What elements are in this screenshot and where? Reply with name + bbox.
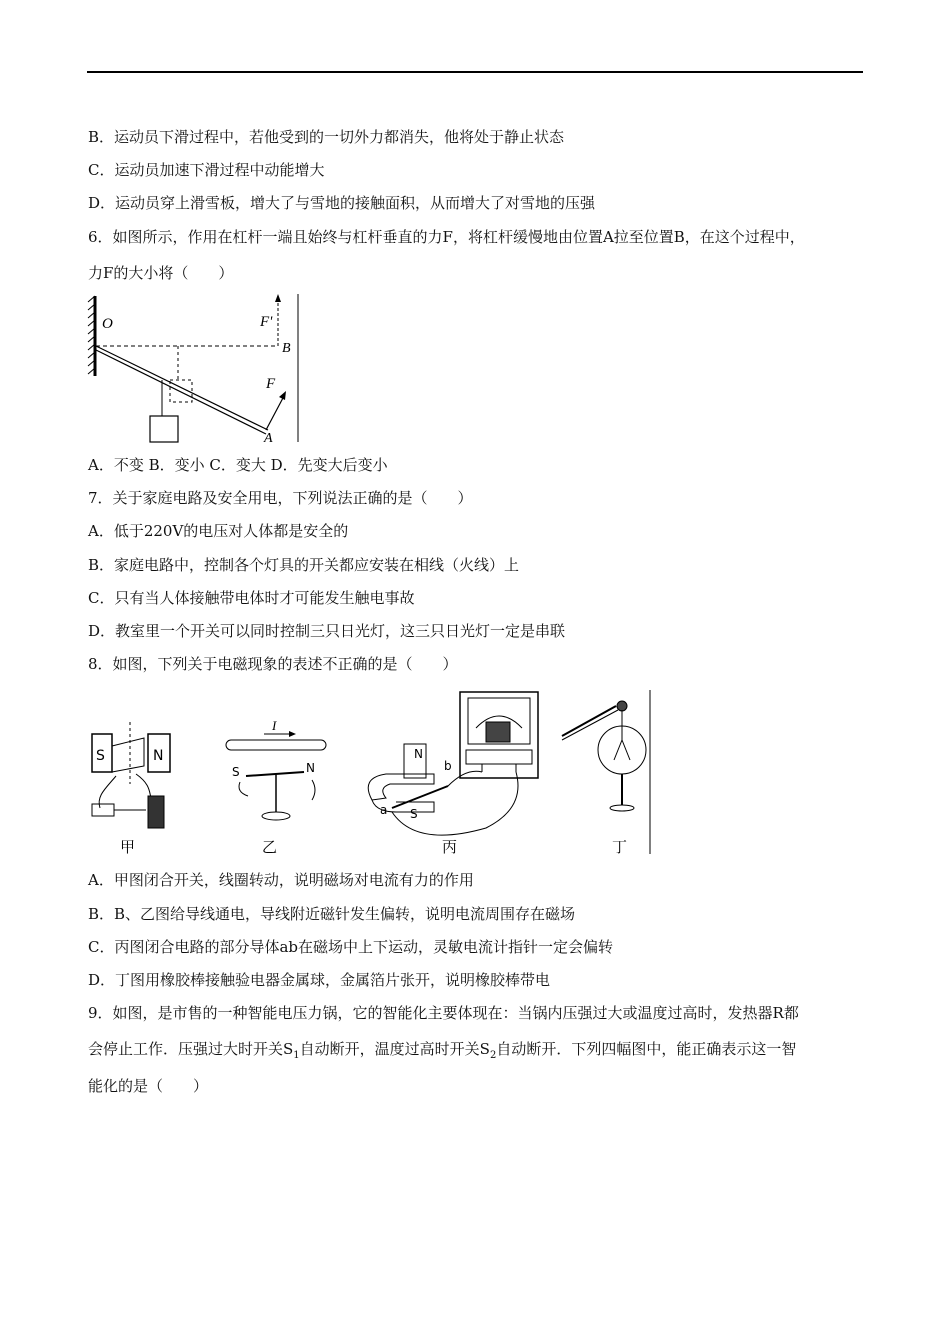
figure-yi [226, 718, 326, 856]
figure-jia [92, 722, 170, 856]
q9-s1-subscript: 1 [293, 1050, 300, 1061]
q6-stem-line2: 力F的大小将（ ） [88, 264, 234, 282]
bing-n-label: N [414, 747, 423, 761]
q9-s2-subscript: 2 [489, 1050, 497, 1061]
q9-line2-part3: 自动断开．下列四幅图中，能正确表示这一智 [496, 1040, 797, 1058]
jia-s-label: S [96, 748, 105, 764]
q6-options: A．不变 B．变小 C．变大 D．先变大后变小 [88, 456, 388, 474]
label-a: A [264, 431, 273, 444]
label-b: B [282, 341, 291, 356]
q8-option-b: B．B、乙图给导线通电，导线附近磁针发生偏转，说明电流周围存在磁场 [88, 905, 576, 923]
lever-figure [86, 292, 300, 444]
label-f: F [266, 376, 276, 392]
q8-option-d: D．丁图用橡胶棒接触验电器金属球，金属箔片张开，说明橡胶棒带电 [88, 971, 551, 989]
q5-option-d: D．运动员穿上滑雪板，增大了与雪地的接触面积，从而增大了对雪地的压强 [88, 194, 596, 212]
bing-b-label: b [444, 759, 452, 773]
label-ding: 丁 [612, 838, 628, 856]
figure-ding [562, 690, 650, 856]
figure-bing [368, 692, 538, 856]
yi-n-label: N [306, 761, 315, 775]
q5-option-c: C．运动员加速下滑过程中动能增大 [88, 161, 325, 179]
q9-stem-line3: 能化的是（ ） [88, 1077, 209, 1095]
label-f-prime: F' [260, 314, 273, 330]
q9-stem-line2 [88, 1039, 796, 1066]
label-bing: 丙 [442, 838, 458, 856]
label-o: O [102, 316, 113, 332]
label-jia: 甲 [120, 838, 136, 856]
q7-stem: 7．关于家庭电路及安全用电，下列说法正确的是（ ） [88, 489, 473, 507]
q8-option-c: C．丙图闭合电路的部分导体ab在磁场中上下运动，灵敏电流计指针一定会偏转 [88, 938, 614, 956]
q7-option-a: A．低于220V的电压对人体都是安全的 [88, 522, 349, 540]
q9-line2-part2: 自动断开，温度过高时开关S [299, 1040, 490, 1058]
bing-a-label: a [380, 803, 388, 817]
header-rule [87, 71, 863, 73]
q9-line2-part1: 会停止工作．压强过大时开关S [88, 1040, 294, 1058]
yi-i-label: I [272, 718, 277, 733]
electromagnetism-figure [86, 688, 652, 856]
q7-option-d: D．教室里一个开关可以同时控制三只日光灯，这三只日光灯一定是串联 [88, 622, 566, 640]
bing-s-label: S [410, 807, 418, 821]
yi-s-label: S [232, 765, 240, 779]
q6-stem-line1: 6．如图所示，作用在杠杆一端且始终与杠杆垂直的力F，将杠杆缓慢地由位置A拉至位置B，在这个过程中， [88, 228, 805, 246]
q8-option-a: A．甲图闭合开关，线圈转动，说明磁场对电流有力的作用 [88, 871, 474, 889]
jia-n-label: N [153, 748, 164, 764]
q7-option-c: C．只有当人体接触带电体时才可能发生触电事故 [88, 589, 415, 607]
label-yi: 乙 [262, 838, 278, 856]
q7-option-b: B．家庭电路中，控制各个灯具的开关都应安装在相线（火线）上 [88, 556, 520, 574]
q8-stem: 8．如图，下列关于电磁现象的表述不正确的是（ ） [88, 655, 458, 673]
q9-stem-line1: 9．如图，是市售的一种智能电压力锅，它的智能化主要体现在：当锅内压强过大或温度过高时，发热器R都 [88, 1004, 799, 1022]
q5-option-b: B．运动员下滑过程中，若他受到的一切外力都消失，他将处于静止状态 [88, 128, 565, 146]
